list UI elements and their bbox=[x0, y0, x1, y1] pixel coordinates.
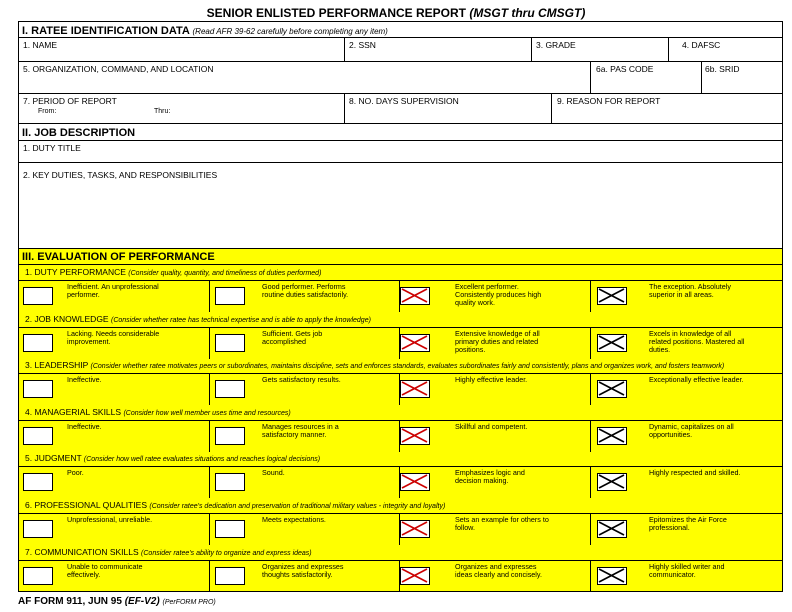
x-mark-icon bbox=[598, 521, 625, 536]
rating-checkbox-1[interactable] bbox=[23, 567, 53, 585]
rating-description: Ineffective. bbox=[67, 375, 102, 384]
rating-description: Organizes and expresses thoughts satisfactorily. bbox=[262, 562, 344, 579]
x-mark-icon bbox=[598, 381, 625, 396]
evaluation-item bbox=[19, 498, 782, 545]
rating-description: Unprofessional, unreliable. bbox=[67, 515, 153, 524]
x-mark-icon bbox=[401, 335, 428, 350]
rating-checkbox-2[interactable] bbox=[215, 473, 245, 491]
rating-description: Unable to communicate effectively. bbox=[67, 562, 143, 579]
organization-field[interactable]: 5. ORGANIZATION, COMMAND, AND LOCATION bbox=[23, 64, 214, 74]
rating-checkbox-marked-3[interactable] bbox=[400, 380, 430, 398]
rating-description: Dynamic, capitalizes on all opportunities. bbox=[649, 422, 734, 439]
rating-description: Extensive knowledge of all primary duties and related positions. bbox=[455, 329, 540, 354]
rating-description: Excellent performer. Consistently produces high quality work. bbox=[455, 282, 542, 307]
srid-field[interactable]: 6b. SRID bbox=[705, 64, 740, 74]
rating-description: Highly skilled writer and communicator. bbox=[649, 562, 725, 579]
rating-checkbox-marked-4[interactable] bbox=[597, 287, 627, 305]
x-mark-icon bbox=[598, 288, 625, 303]
rating-checkbox-2[interactable] bbox=[215, 334, 245, 352]
evaluation-item bbox=[19, 358, 782, 405]
rating-checkbox-1[interactable] bbox=[23, 520, 53, 538]
form-title: SENIOR ENLISTED PERFORMANCE REPORT (MSGT thru CMSGT) bbox=[206, 6, 586, 20]
evaluation-item-label: 5. JUDGMENT (Consider how well ratee evaluates situations and reaches logical decisions) bbox=[25, 453, 321, 463]
rating-checkbox-marked-3[interactable] bbox=[400, 334, 430, 352]
x-mark-icon bbox=[401, 381, 428, 396]
rating-description: Manages resources in a satisfactory manner. bbox=[262, 422, 339, 439]
rating-checkbox-1[interactable] bbox=[23, 427, 53, 445]
x-mark-icon bbox=[401, 288, 428, 303]
rating-description: Gets satisfactory results. bbox=[262, 375, 341, 384]
rating-checkbox-marked-4[interactable] bbox=[597, 380, 627, 398]
rating-checkbox-2[interactable] bbox=[215, 520, 245, 538]
x-mark-icon bbox=[401, 568, 428, 583]
thru-label: Thru: bbox=[154, 108, 171, 115]
rating-description: Highly effective leader. bbox=[455, 375, 528, 384]
evaluation-item-label: 4. MANAGERIAL SKILLS (Consider how well member uses time and resources) bbox=[25, 407, 291, 417]
rating-description: Emphasizes logic and decision making. bbox=[455, 468, 525, 485]
x-mark-icon bbox=[598, 428, 625, 443]
x-mark-icon bbox=[598, 568, 625, 583]
evaluation-item bbox=[19, 312, 782, 359]
evaluation-item-label: 6. PROFESSIONAL QUALITIES (Consider ratee's dedication and preservation of traditional military values - integrity and loyalty) bbox=[25, 500, 446, 510]
evaluation-item bbox=[19, 265, 782, 312]
rating-checkbox-2[interactable] bbox=[215, 287, 245, 305]
rating-description: Highly respected and skilled. bbox=[649, 468, 741, 477]
rating-checkbox-1[interactable] bbox=[23, 334, 53, 352]
rating-description: Inefficient. An unprofessional performer. bbox=[67, 282, 159, 299]
rating-description: Organizes and expresses ideas clearly and concisely. bbox=[455, 562, 542, 579]
section-1-heading: I. RATEE IDENTIFICATION DATA (Read AFR 39-62 carefully before completing any item) bbox=[22, 25, 388, 37]
rating-checkbox-marked-4[interactable] bbox=[597, 473, 627, 491]
rating-checkbox-marked-3[interactable] bbox=[400, 520, 430, 538]
rating-checkbox-2[interactable] bbox=[215, 427, 245, 445]
evaluation-section bbox=[19, 249, 782, 591]
rating-description: Excels in knowledge of all related positions. Mastered all duties. bbox=[649, 329, 745, 354]
rating-checkbox-marked-3[interactable] bbox=[400, 427, 430, 445]
period-of-report-field[interactable]: 7. PERIOD OF REPORT From: Thru: bbox=[23, 96, 171, 115]
x-mark-icon bbox=[401, 428, 428, 443]
rating-checkbox-marked-3[interactable] bbox=[400, 567, 430, 585]
rating-checkbox-1[interactable] bbox=[23, 287, 53, 305]
evaluation-item bbox=[19, 451, 782, 498]
rating-checkbox-marked-3[interactable] bbox=[400, 287, 430, 305]
ssn-field[interactable]: 2. SSN bbox=[349, 40, 376, 50]
rating-description: Ineffective. bbox=[67, 422, 102, 431]
x-mark-icon bbox=[401, 474, 428, 489]
rating-checkbox-marked-4[interactable] bbox=[597, 520, 627, 538]
rating-description: Epitomizes the Air Force professional. bbox=[649, 515, 727, 532]
rating-checkbox-marked-4[interactable] bbox=[597, 427, 627, 445]
rating-description: Sound. bbox=[262, 468, 285, 477]
rating-description: Poor. bbox=[67, 468, 84, 477]
name-field[interactable]: 1. NAME bbox=[23, 40, 58, 50]
rating-checkbox-1[interactable] bbox=[23, 380, 53, 398]
evaluation-item-label: 1. DUTY PERFORMANCE (Consider quality, quantity, and timeliness of duties performed) bbox=[25, 267, 322, 277]
rating-description: Exceptionally effective leader. bbox=[649, 375, 744, 384]
rating-description: The exception. Absolutely superior in all areas. bbox=[649, 282, 731, 299]
x-mark-icon bbox=[401, 521, 428, 536]
evaluation-item-label: 2. JOB KNOWLEDGE (Consider whether ratee has technical expertise and is able to apply the knowledge) bbox=[25, 314, 371, 324]
rating-description: Sufficient. Gets job accomplished bbox=[262, 329, 323, 346]
days-supervision-field[interactable]: 8. NO. DAYS SUPERVISION bbox=[349, 96, 459, 106]
dafsc-field[interactable]: 4. DAFSC bbox=[682, 40, 721, 50]
reason-for-report-field[interactable]: 9. REASON FOR REPORT bbox=[557, 96, 661, 106]
rating-description: Meets expectations. bbox=[262, 515, 326, 524]
key-duties-field[interactable]: 2. KEY DUTIES, TASKS, AND RESPONSIBILITIES bbox=[23, 170, 218, 180]
rating-description: Lacking. Needs considerable improvement. bbox=[67, 329, 160, 346]
evaluation-item-label: 7. COMMUNICATION SKILLS (Consider ratee's ability to organize and express ideas) bbox=[25, 547, 312, 557]
x-mark-icon bbox=[598, 474, 625, 489]
section-2-heading: II. JOB DESCRIPTION bbox=[22, 127, 136, 139]
evaluation-item bbox=[19, 545, 782, 592]
rating-description: Sets an example for others to follow. bbox=[455, 515, 549, 532]
rating-description: Skillful and competent. bbox=[455, 422, 528, 431]
x-mark-icon bbox=[598, 335, 625, 350]
pas-code-field[interactable]: 6a. PAS CODE bbox=[596, 64, 654, 74]
rating-checkbox-marked-4[interactable] bbox=[597, 567, 627, 585]
grade-field[interactable]: 3. GRADE bbox=[536, 40, 576, 50]
rating-description: Good performer. Performs routine duties satisfactorily. bbox=[262, 282, 349, 299]
duty-title-field[interactable]: 1. DUTY TITLE bbox=[23, 143, 81, 153]
from-label: From: bbox=[38, 108, 57, 115]
rating-checkbox-marked-3[interactable] bbox=[400, 473, 430, 491]
rating-checkbox-2[interactable] bbox=[215, 380, 245, 398]
evaluation-item bbox=[19, 405, 782, 452]
form-footer: AF FORM 911, JUN 95 (EF-V2) (PerFORM PRO) bbox=[18, 596, 216, 607]
rating-checkbox-marked-4[interactable] bbox=[597, 334, 627, 352]
section-3-heading: III. EVALUATION OF PERFORMANCE bbox=[22, 251, 215, 263]
rating-checkbox-1[interactable] bbox=[23, 473, 53, 491]
evaluation-item-label: 3. LEADERSHIP (Consider whether ratee motivates peers or subordinates, maintains discipline, sets and enforces standards, evaluates subordinates fairly and consistently, plans and organizes work, and fosters teamwork) bbox=[25, 360, 725, 370]
rating-checkbox-2[interactable] bbox=[215, 567, 245, 585]
